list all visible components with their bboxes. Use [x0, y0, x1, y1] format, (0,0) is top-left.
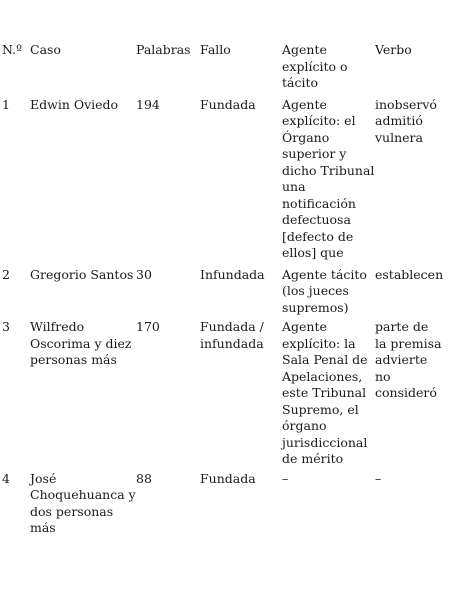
- cell-verbo: [375, 471, 458, 537]
- cases-table: [2, 42, 458, 537]
- cell-fallo: Fundada: [200, 96, 256, 112]
- verbo-item: establecen: [375, 266, 444, 282]
- cell-number: 2: [2, 266, 10, 282]
- cell-palabras: 194: [136, 96, 160, 112]
- cell-agente: Agente explícito: la Sala Penal de Apelaciones, este Tribunal Supremo, el órgano jurisdiccional de mérito: [282, 319, 368, 466]
- verbo-item: vulnera: [375, 129, 423, 145]
- header-verbo: Verbo: [375, 42, 412, 57]
- cell-verbo: [375, 97, 458, 267]
- verbo-item: no: [375, 368, 391, 384]
- header-agente: Agente explícito o tácito: [282, 42, 348, 90]
- verbo-item: advierte: [375, 352, 428, 367]
- cell-palabras: 30: [136, 266, 152, 282]
- cell-number: 1: [2, 96, 10, 112]
- verbo-item: la premisa: [375, 335, 442, 351]
- cell-agente: Agente explícito: el Órgano superior y dicho Tribunal una notificación defectuosa [defecto de ellos] que: [282, 96, 375, 260]
- cell-caso: Wilfredo Oscorima y diez personas más: [30, 319, 132, 367]
- verbo-item: parte de: [375, 319, 429, 334]
- verbo-item: admitió: [375, 113, 423, 128]
- header-number: N.º: [2, 42, 22, 57]
- table-row: [2, 471, 458, 537]
- cell-verbo: [375, 267, 458, 320]
- cell-caso: Gregorio Santos: [30, 266, 134, 282]
- table-row: [2, 267, 458, 320]
- header-caso: Caso: [30, 42, 61, 57]
- cell-fallo: Fundada: [200, 470, 256, 486]
- header-palabras: Palabras: [136, 42, 191, 57]
- cell-palabras: 88: [136, 470, 152, 486]
- verbo-item: inobservó: [375, 96, 437, 112]
- cell-fallo: Fundada / infundada: [200, 319, 264, 351]
- cell-agente: –: [282, 470, 289, 486]
- table-row: [2, 97, 458, 267]
- cell-caso: José Choquehuanca y dos personas más: [30, 470, 136, 535]
- verbo-item: consideró: [375, 385, 437, 400]
- verbo-item: –: [375, 470, 382, 486]
- cell-fallo: Infundada: [200, 266, 265, 282]
- cell-number: 4: [2, 470, 10, 486]
- header-fallo: Fallo: [200, 42, 231, 57]
- cell-agente: Agente tácito (los jueces supremos): [282, 266, 367, 315]
- table-row: [2, 319, 458, 471]
- table-header-row: [2, 42, 458, 97]
- cell-caso: Edwin Oviedo: [30, 96, 119, 112]
- cell-number: 3: [2, 319, 10, 334]
- cell-verbo: [375, 319, 458, 471]
- cell-palabras: 170: [136, 319, 160, 334]
